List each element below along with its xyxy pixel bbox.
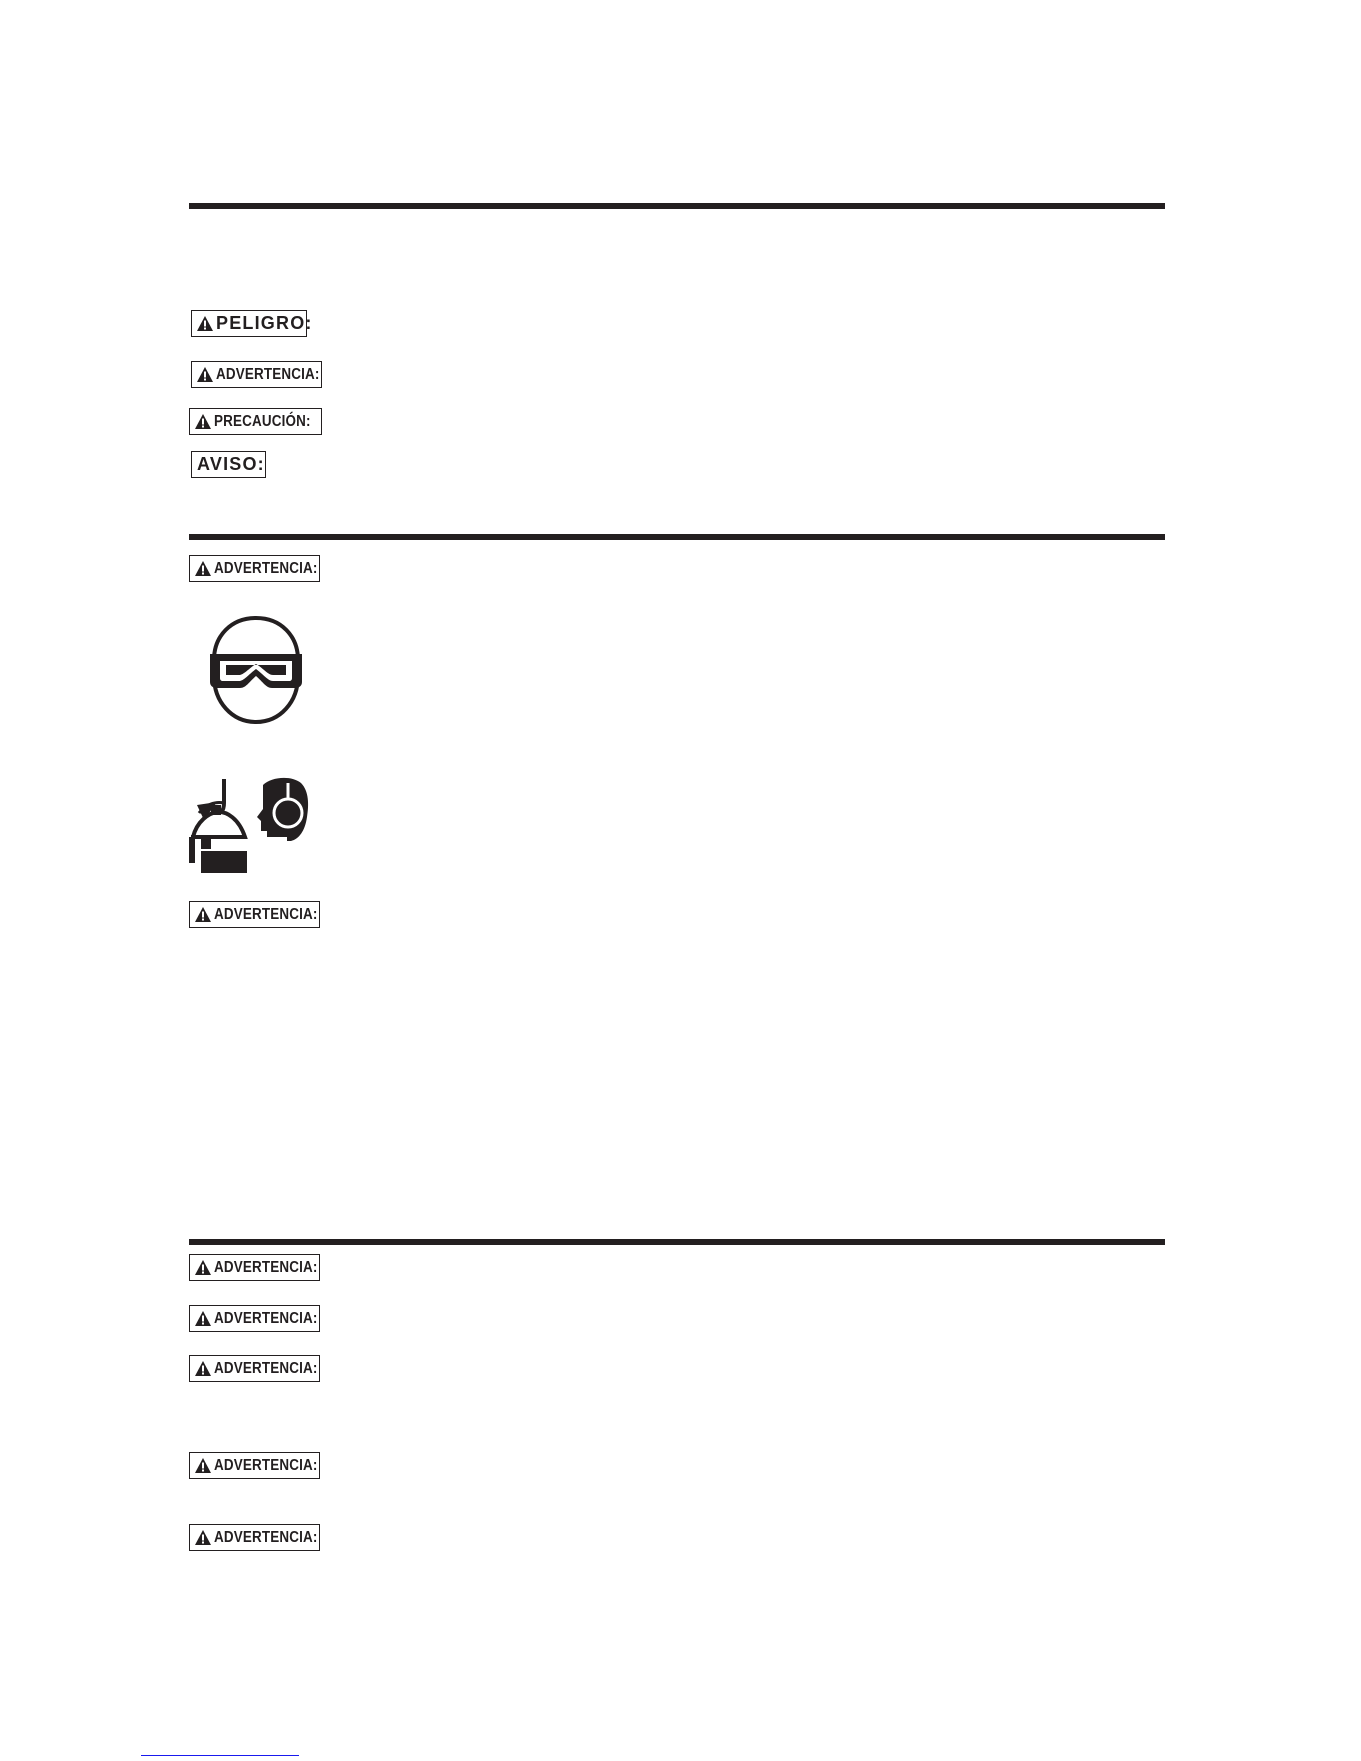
advertencia-label-text: ADVERTENCIA:: [214, 905, 318, 923]
warning-triangle-icon: [194, 1259, 212, 1276]
warning-triangle-icon: [194, 1360, 212, 1377]
advertencia-label-4: [189, 1305, 320, 1332]
safety-goggles-icon: [206, 614, 306, 726]
warning-triangle-icon: [194, 413, 212, 430]
warning-triangle-icon: [194, 906, 212, 923]
warning-triangle-icon: [194, 560, 212, 577]
peligro-signal-label: [191, 310, 313, 337]
advertencia-label-3: [189, 1254, 320, 1281]
advertencia-label-text: ADVERTENCIA:: [216, 365, 320, 383]
advertencia-label-1: [189, 555, 320, 582]
advertencia-label-7: [189, 1524, 320, 1551]
dust-mask-hearing-protection-icon: [187, 775, 311, 875]
section-divider-top: [189, 203, 1165, 209]
advertencia-label-5: [189, 1355, 320, 1382]
advertencia-label-2: [189, 901, 320, 928]
warning-triangle-icon: [196, 315, 214, 332]
footer-link-underline: [141, 1755, 299, 1756]
advertencia-label-text: ADVERTENCIA:: [214, 559, 318, 577]
aviso-label-text: AVISO:: [197, 454, 265, 474]
precaucion-label-text: PRECAUCIÓN:: [214, 412, 311, 430]
precaucion-signal-label: [189, 408, 322, 435]
warning-triangle-icon: [194, 1310, 212, 1327]
warning-triangle-icon: [194, 1457, 212, 1474]
advertencia-signal-label: [191, 361, 322, 388]
section-divider-bottom: [189, 1239, 1165, 1245]
section-divider-middle: [189, 534, 1165, 540]
advertencia-label-text: ADVERTENCIA:: [214, 1359, 318, 1377]
aviso-signal-label: [191, 451, 266, 478]
advertencia-label-6: [189, 1452, 320, 1479]
peligro-label-text: PELIGRO:: [216, 313, 313, 333]
advertencia-label-text: ADVERTENCIA:: [214, 1528, 318, 1546]
warning-triangle-icon: [194, 1529, 212, 1546]
advertencia-label-text: ADVERTENCIA:: [214, 1258, 318, 1276]
warning-triangle-icon: [196, 366, 214, 383]
advertencia-label-text: ADVERTENCIA:: [214, 1309, 318, 1327]
advertencia-label-text: ADVERTENCIA:: [214, 1456, 318, 1474]
